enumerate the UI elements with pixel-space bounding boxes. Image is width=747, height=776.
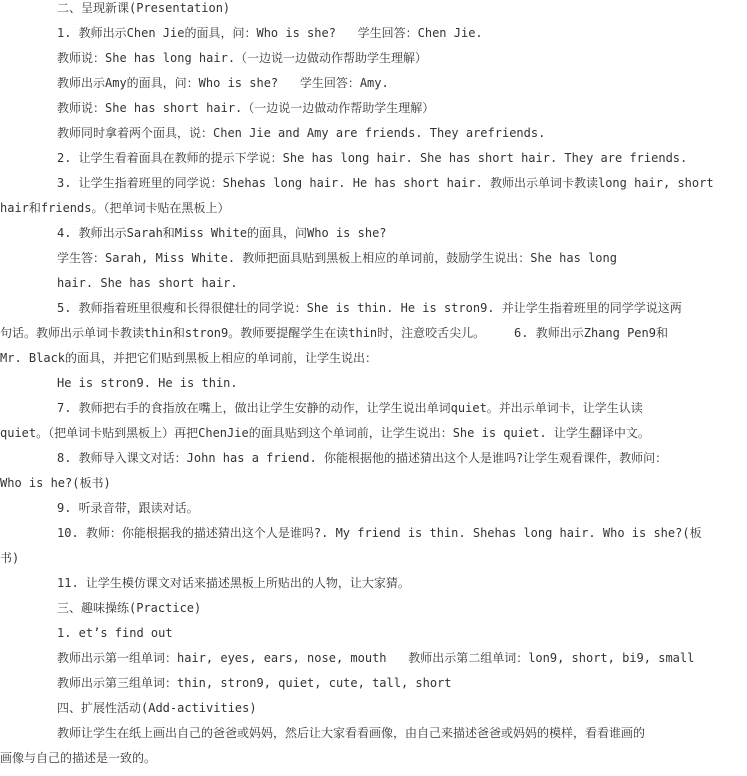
paragraph-line: quiet。（把单词卡贴到黑板上）再把ChenJie的面具贴到这个单词前，让学生说出：She is quiet. 让学生翻译中文。 (0, 426, 650, 440)
paragraph-line: 画像与自己的描述是一致的。 (0, 751, 157, 765)
paragraph-line: 5. 教师指着班里很瘦和长得很健壮的同学说：She is thin. He is stron9. 并让学生指着班里的同学学说这两 (57, 301, 682, 315)
section-heading-presentation: 二、呈现新课(Presentation) (57, 1, 231, 15)
paragraph-line: 4. 教师出示Sarah和Miss White的面具，问Who is she? (57, 226, 387, 240)
paragraph-line: 1. et’s find out (57, 626, 173, 640)
paragraph-line: hair和friends。（把单词卡贴在黑板上） (0, 201, 230, 215)
paragraph-line: 1. 教师出示Chen Jie的面具，问：Who is she? 学生回答：Chen Jie. (57, 26, 483, 40)
paragraph-line: 3. 让学生指着班里的同学说：Shehas long hair. He has short hair. 教师出示单词卡教读long hair, short (57, 176, 714, 190)
paragraph-line: 2. 让学生看着面具在教师的提示下学说：She has long hair. She has short hair. They are friends. (57, 151, 688, 165)
paragraph-line: hair. She has short hair. (57, 276, 238, 290)
paragraph-line: 句话。教师出示单词卡教读thin和stron9。教师要提醒学生在读thin时，注意咬舌尖儿。 6. 教师出示Zhang Pen9和 (0, 326, 668, 340)
paragraph-line: 教师出示第一组单词：hair, eyes, ears, nose, mouth 教师出示第二组单词：lon9, short, bi9, small (57, 651, 695, 665)
paragraph-line: He is stron9. He is thin. (57, 376, 238, 390)
paragraph-line: 11. 让学生模仿课文对话来描述黑板上所贴出的人物，让大家猜。 (57, 576, 410, 590)
paragraph-line: 教师让学生在纸上画出自己的爸爸或妈妈，然后让大家看看画像，由自己来描述爸爸或妈妈的模样，看看谁画的 (57, 726, 646, 740)
paragraph-line: Mr. Black的面具，并把它们贴到黑板上相应的单词前，让学生说出： (0, 351, 378, 365)
paragraph-line: 教师出示第三组单词：thin, stron9, quiet, cute, tall, short (57, 676, 452, 690)
paragraph-line: 教师说：She has short hair.（一边说一边做动作帮助学生理解） (57, 101, 435, 115)
paragraph-line: Who is he?(板书) (0, 476, 111, 490)
paragraph-line: 7. 教师把右手的食指放在嘴上，做出让学生安静的动作，让学生说出单词quiet。并出示单词卡，让学生认读 (57, 401, 643, 415)
paragraph-line: 8. 教师导入课文对话：John has a friend. 你能根据他的描述猜出这个人是谁吗?让学生观看课件，教师问： (57, 451, 668, 465)
paragraph-line: 学生答：Sarah, Miss White. 教师把面具贴到黑板上相应的单词前，鼓励学生说出：She has long (57, 251, 617, 265)
paragraph-line: 教师出示Amy的面具，问：Who is she? 学生回答：Amy. (57, 76, 389, 90)
paragraph-line: 9. 听录音带，跟读对话。 (57, 501, 199, 515)
paragraph-line: 10. 教师：你能根据我的描述猜出这个人是谁吗?. My friend is thin. Shehas long hair. Who is she?(板 (57, 526, 702, 540)
section-heading-practice: 三、趣味操练(Practice) (57, 601, 202, 615)
section-heading-add-activities: 四、扩展性活动(Add-activities) (57, 701, 257, 715)
paragraph-line: 教师同时拿着两个面具，说：Chen Jie and Amy are friends. They arefriends. (57, 126, 546, 140)
paragraph-line: 教师说：She has long hair.（一边说一边做动作帮助学生理解） (57, 51, 428, 65)
paragraph-line: 书) (0, 551, 20, 565)
